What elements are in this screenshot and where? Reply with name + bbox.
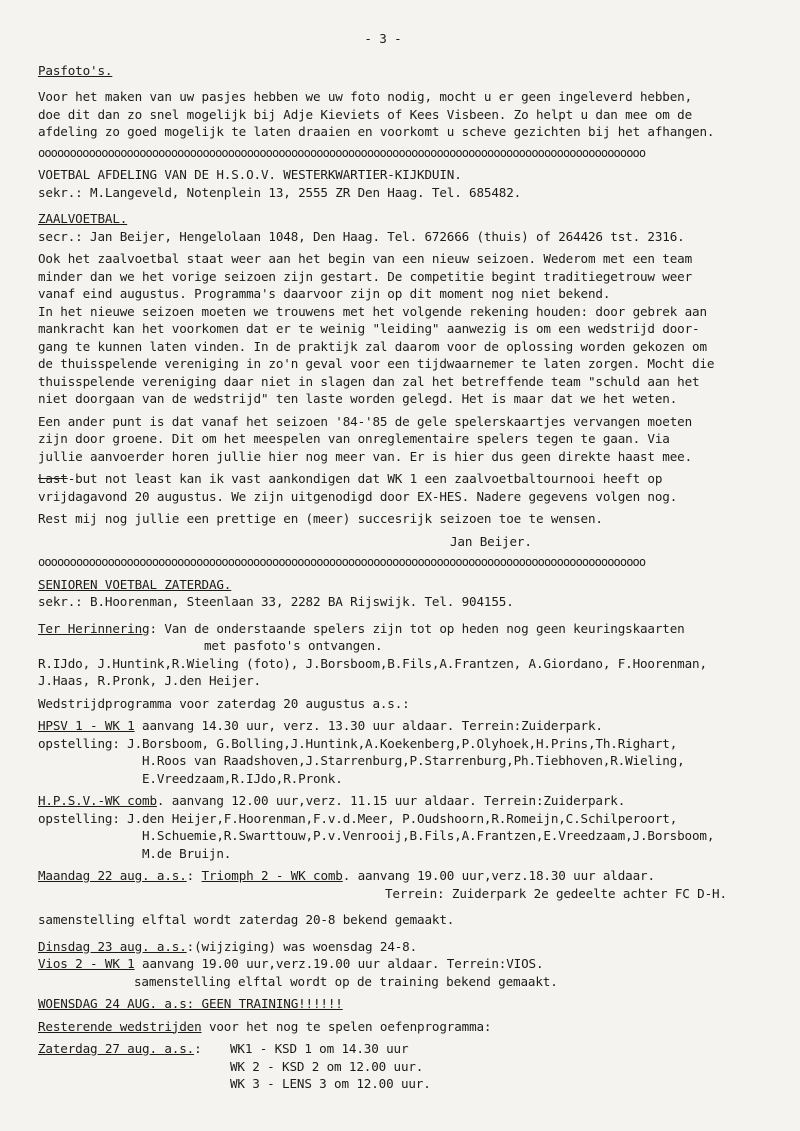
zaal-p3-line-1 (38, 470, 768, 488)
match2-opstelling-1: opstelling: J.den Heijer,F.Hoorenman,F.v.d.Meer, P.Oudshoorn,R.Romeijn,C.Schilperoort, (38, 810, 678, 826)
dinsdag-label: Dinsdag 23 aug. a.s. (38, 938, 187, 954)
samenstelling-1: samenstelling elftal wordt zaterdag 20-8 bekend gemaakt. (38, 912, 455, 927)
resterende-line (38, 1018, 768, 1036)
resterende-label: Resterende wedstrijden (38, 1018, 202, 1034)
match1-opstelling-3: E.Vreedzaam,R.IJdo,R.Pronk. (142, 770, 343, 786)
match1-text: aanvang 14.30 uur, verz. 13.30 uur aldaar. Terrein:Zuiderpark. (134, 718, 603, 733)
struck-word: Last (38, 471, 68, 486)
players-line-2: J.Haas, R.Pronk, J.den Heijer. (38, 673, 261, 688)
page-number: - 3 - (364, 31, 402, 46)
match2-line (38, 792, 768, 810)
maandag-terrein: Terrein: Zuiderpark 2e gedeelte achter FC D-H. (385, 885, 727, 901)
pasfotos-line-3: afdeling zo goed mogelijk te laten draaien en voorkomt u scheve gezichten bij het afhangen. (38, 124, 715, 139)
zaal-p2-line-1: Een ander punt is dat vanaf het seizoen '84-'85 de gele spelerskaartjes vervangen moeten (38, 413, 693, 429)
pasfotos-line-2: doe dit dan zo snel mogelijk bij Adje Kieviets of Kees Visbeen. Zo helpt u dan mee om de (38, 106, 693, 122)
match2-opstelling-3: M.de Bruijn. (142, 845, 232, 861)
zaterdag-game-3: WK 3 - LENS 3 om 12.00 uur. (230, 1076, 431, 1091)
programma-heading: Wedstrijdprogramma voor zaterdag 20 augustus a.s.: (38, 695, 410, 711)
maandag-label: Maandag 22 aug. a.s. (38, 868, 187, 883)
dinsdag-text: :(wijziging) was woensdag 24-8. (186, 938, 418, 954)
vios-line (38, 955, 768, 973)
zaal-p2-line-2: zijn door groene. Dit om het meespelen van onreglementaire spelers tegen te gaan. Via (38, 431, 670, 446)
zaal-p1-line-1: Ook het zaalvoetbal staat weer aan het begin van een nieuw seizoen. Wederom met een team (38, 251, 693, 266)
maandag-line: Maandag 22 aug. a.s.: Triomph 2 - WK comb. aanvang 19.00 uur,verz.18.30 uur aldaar. (38, 868, 655, 883)
document-page (38, 30, 768, 1093)
samenstelling-2: samenstelling elftal wordt op de training bekend gemaakt. (134, 973, 558, 989)
herinnering-text-2: met pasfoto's ontvangen. (204, 638, 383, 653)
zaal-p1-line-5: mankracht kan het voorkomen dat er te weinig "leiding" aanwezig is om een wedstrijd door- (38, 321, 700, 336)
zaterdag-game-1: WK1 - KSD 1 om 14.30 uur (230, 1041, 409, 1056)
zaal-p1-line-8: thuisspelende vereniging daar niet in slagen dan zal het betreffende team "schuld aan het (38, 373, 700, 389)
maandag-text: . aanvang 19.00 uur,verz.18.30 uur aldaar. (342, 868, 655, 883)
senioren-heading: SENIOREN VOETBAL ZATERDAG. (38, 576, 232, 592)
herinnering-line (38, 620, 768, 638)
zaal-p1-line-3: vanaf eind augustus. Programma's daarvoor zijn op dit moment nog niet bekend. (38, 286, 611, 301)
pasfotos-line-1: Voor het maken van uw pasjes hebben we uw foto nodig, mocht u er geen ingeleverd hebben, (38, 89, 693, 104)
dinsdag-line (38, 938, 768, 956)
herinnering-text: : Van de onderstaande spelers zijn tot op heden nog geen keuringskaarten (149, 620, 685, 636)
zaal-signature: Jan Beijer. (450, 533, 532, 549)
zaal-p2-line-3: jullie aanvoerder horen jullie hier nog meer van. Er is hier dus geen direkte haast mee. (38, 448, 693, 464)
maandag-match: Triomph 2 - WK comb (201, 868, 343, 883)
match1-opstelling-2: H.Roos van Raadshoven,J.Starrenburg,P.Starrenburg,Ph.Tiebhoven,R.Wieling, (142, 753, 685, 768)
match1-opstelling-1: opstelling: J.Borsboom, G.Bolling,J.Huntink,A.Koekenberg,P.Olyhoek,H.Prins,Th.Righart, (38, 735, 678, 751)
zaterdag-label: Zaterdag 27 aug. a.s. (38, 1041, 195, 1056)
resterende-text: voor het nog te spelen oefenprogramma: (201, 1018, 492, 1034)
zaal-p1-line-2: minder dan we het vorige seizoen zijn gestart. De competitie begint traditiegetrouw weer (38, 268, 693, 284)
vios-text: aanvang 19.00 uur,verz.19.00 uur aldaar. Terrein:VIOS. (134, 956, 544, 971)
pasfotos-heading: Pasfoto's. (38, 62, 113, 78)
zaal-p3-line-1-text: -but not least kan ik vast aankondigen dat WK 1 een zaalvoetbaltournooi heeft op (67, 471, 663, 486)
herinnering-label: Ter Herinnering (38, 620, 150, 636)
vios-label: Vios 2 - WK 1 (38, 956, 135, 971)
match1-line (38, 717, 768, 735)
separator: oooooooooooooooooooooooooooooooooooooooooooooooooooooooooooooooooooooooooooooooooooooooooooooooo (38, 145, 646, 160)
woensdag-notice: WOENSDAG 24 AUG. a.s: GEEN TRAINING!!!!!! (38, 996, 343, 1011)
senioren-sekr: sekr.: B.Hoorenman, Steenlaan 33, 2282 BA Rijswijk. Tel. 904155. (38, 594, 514, 609)
match1-label: HPSV 1 - WK 1 (38, 718, 135, 733)
zaal-p1-line-6: gang te kunnen laten vinden. In de praktijk zal daarom voor de oplossing worden gekozen om (38, 338, 707, 354)
match2-label: H.P.S.V.-WK comb (38, 793, 157, 808)
zaalvoetbal-heading: ZAALVOETBAL. (38, 211, 128, 226)
zaalvoetbal-secr: secr.: Jan Beijer, Hengelolaan 1048, Den Haag. Tel. 672666 (thuis) of 264426 tst. 2316. (38, 228, 685, 244)
zaal-p4: Rest mij nog jullie een prettige en (meer) succesrijk seizoen toe te wensen. (38, 511, 603, 526)
zaterdag-game-2: WK 2 - KSD 2 om 12.00 uur. (230, 1058, 424, 1074)
zaal-p1-line-7: de thuisspelende vereniging in zo'n geval voor een tijdwaarnemer te laten zorgen. Mocht die (38, 356, 715, 371)
zaal-p1-line-9: niet doorgaan van de wedstrijd" ten laste worden gelegd. Het is maar dat we het weten. (38, 391, 678, 406)
match2-opstelling-2: H.Schuemie,R.Swarttouw,P.v.Venrooij,B.Fils,A.Frantzen,E.Vreedzaam,J.Borsboom, (142, 828, 715, 843)
zaal-p1-line-4: In het nieuwe seizoen moeten we trouwens met het volgende rekening houden: door gebrek aan (38, 303, 707, 319)
separator: oooooooooooooooooooooooooooooooooooooooooooooooooooooooooooooooooooooooooooooooooooooooooooooooo (38, 555, 646, 569)
voetbal-sekr: sekr.: M.Langeveld, Notenplein 13, 2555 ZR Den Haag. Tel. 685482. (38, 184, 522, 200)
match2-text: . aanvang 12.00 uur,verz. 11.15 uur aldaar. Terrein:Zuiderpark. (156, 793, 626, 808)
voetbal-title: VOETBAL AFDELING VAN DE H.S.O.V. WESTERKWARTIER-KIJKDUIN. (38, 167, 462, 182)
zaal-p3-line-2: vrijdagavond 20 augustus. We zijn uitgenodigd door EX-HES. Nadere gegevens volgen nog. (38, 488, 678, 504)
players-line-1: R.IJdo, J.Huntink,R.Wieling (foto), J.Borsboom,B.Fils,A.Frantzen, A.Giordano, F.Hoorenman, (38, 655, 707, 671)
zaterdag-games: Zaterdag 27 aug. a.s.: WK1 - KSD 1 om 14.30 uur WK 2 - KSD 2 om 12.00 uur. WK 3 - LENS 3 om 12.00 uur. (38, 1041, 431, 1091)
